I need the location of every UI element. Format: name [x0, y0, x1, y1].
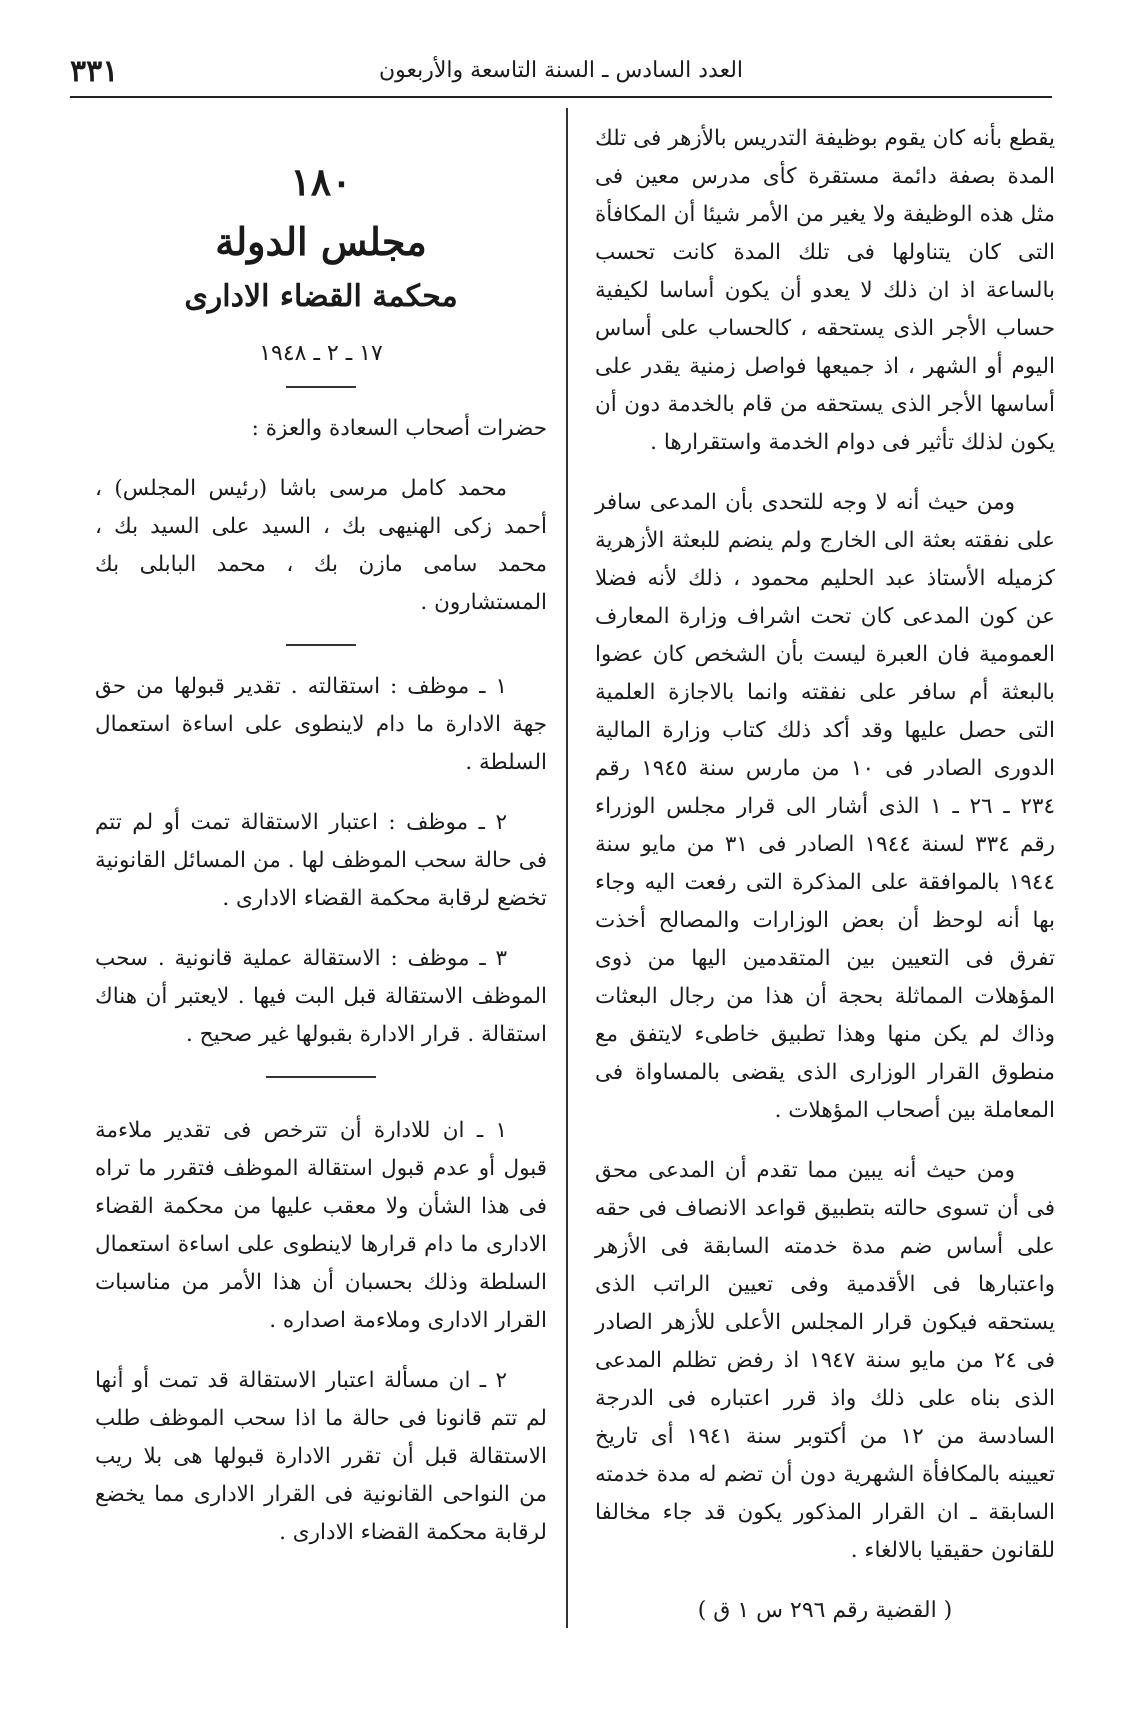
page-number: ٣٣١: [70, 54, 119, 89]
page-header: [70, 48, 1052, 98]
section-rule: [286, 386, 356, 388]
body-paragraph: ومن حيث أنه يبين مما تقدم أن المدعى محق فى أن تسوى حالته بتطبيق قواعد الانصاف فى حقه على أساس ضم مدة خدمته السابقة فى الأزهر واعتبارها فى الأقدمية وفى تعيين الراتب الذى يستحقه فيكون قرار المجلس الأعلى للأزهر الصادر فى ٢٤ من مايو سنة ١٩٤٧ اذ رفض تظلم المدعى الذى بناه على ذلك واذ قرر اعتباره فى الدرجة السادسة من ١٢ من أكتوبر سنة ١٩٤١ أى تاريخ تعيينه بالمكافأة الشهرية دون أن تضم له مدة خدمته السابقة ـ ان القرار المذكور يكون قد جاء مخالفا للقانون حقيقيا بالالغاء .: [595, 1158, 1056, 1563]
case-number: ١٨٠: [290, 159, 352, 204]
headnote: ٢ ـ موظف : اعتبار الاستقالة تمت أو لم تتم فى حالة سحب الموظف لها . من المسائل القانونية تخضع لرقابة محكمة القضاء الادارى .: [95, 810, 547, 911]
legal-principle: ١ ـ ان للادارة أن تترخص فى تقدير ملاءمة قبول أو عدم قبول استقالة الموظف فتقرر ما تراه فى هذا الشأن ولا معقب عليها من محكمة القضاء الادارى ما دام قرارها لاينطوى على اساءة استعمال السلطة وذلك بحسبان أن هذا الأمر من مناسبات القرار الادارى وملاءمة اصداره .: [95, 1118, 547, 1333]
section-rule: [286, 644, 356, 646]
court-division: محكمة القضاء الادارى: [184, 279, 458, 314]
headnote: ١ ـ موظف : استقالته . تقدير قبولها من حق جهة الادارة ما دام لاينطوى على اساءة استعمال السلطة .: [95, 674, 547, 775]
body-paragraph: ومن حيث أنه لا وجه للتحدى بأن المدعى سافر على نفقته بعثة الى الخارج ولم ينضم للبعثة الأزهرية كزميله الأستاذ عبد الحليم محمود ، ذلك لأنه فضلا عن كون المدعى كان تحت اشراف وزارة المعارف العمومية فان العبرة ليست بأن الشخص كان عضوا بالبعثة أم سافر على نفقته وانما بالاجازة العلمية التى حصل عليها وقد أكد ذلك كتاب وزارة المالية الدورى الصادر فى ١٠ من مارس سنة ١٩٤٥ رقم ٢٣٤ ـ ٢٦ ـ ١ الذى أشار الى قرار مجلس الوزراء رقم ٣٣٤ لسنة ١٩٤٤ الصادر فى ٣١ من مايو سنة ١٩٤٤ بالموافقة على المذكرة التى رفعت اليه وجاء بها أنه لوحظ أن بعض الوزارات والمصالح أخذت تفرق فى التعيين بين المتقدمين اليها من ذوى المؤهلات المماثلة بحجة أن هذا من رجال البعثات وذاك لم يكن منها وهذا تطبيق خاطىء لايتفق مع منطوق القرار الوزارى الذى يقضى بالمساواة فى المعاملة بين أصحاب المؤهلات .: [595, 490, 1055, 1123]
issue-title: العدد السادس ـ السنة التاسعة والأربعون: [378, 58, 744, 83]
judgment-date: ١٧ ـ ٢ ـ ١٩٤٨: [259, 341, 383, 366]
headnote: ٣ ـ موظف : الاستقالة عملية قانونية . سحب الموظف الاستقالة قبل البت فيها . لايعتبر أن هناك استقالة . قرار الادارة بقبولها غير صحيح .: [95, 946, 547, 1047]
case-citation: ( القضية رقم ٢٩٦ س ١ ق ): [697, 1598, 953, 1623]
court-name: مجلس الدولة: [215, 219, 427, 264]
left-column: [95, 120, 547, 1574]
salutation: حضرات أصحاب السعادة والعزة :: [251, 416, 547, 441]
legal-principle: ٢ ـ ان مسألة اعتبار الاستقالة قد تمت أو أنها لم تتم قانونا فى حالة ما اذا سحب الموظف طلب الاستقالة قبل أن تقرر الادارة قبولها هى بلا ريب من النواحى القانونية فى القرار الادارى مما يخضع لرقابة محكمة القضاء الادارى .: [95, 1368, 547, 1545]
body-paragraph: يقطع بأنه كان يقوم بوظيفة التدريس بالأزهر فى تلك المدة بصفة دائمة مستقرة كأى مدرس معين فى مثل هذه الوظيفة ولا يغير من الأمر شيئا أن المكافأة التى كان يتناولها فى تلك المدة كانت تحسب بالساعة اذ ان ذلك لا يعدو أن يكون أساسا لكيفية حساب الأجر الذى يستحقه ، كالحساب على أساس اليوم أو الشهر ، اذ جميعها فواصل زمنية يقدر على أساسها الأجر الذى يستحقه من قام بالخدمة دون أن يكون لذلك تأثير فى دوام الخدمة واستقرارها .: [595, 126, 1055, 455]
column-divider: [566, 108, 568, 1628]
section-rule: [266, 1076, 376, 1078]
right-column: [595, 120, 1055, 1630]
judges-list: محمد كامل مرسى باشا (رئيس المجلس) ، أحمد زكى الهنيهى بك ، السيد على السيد بك ، محمد سامى مازن بك ، محمد البابلى بك المستشارون .: [95, 476, 547, 615]
